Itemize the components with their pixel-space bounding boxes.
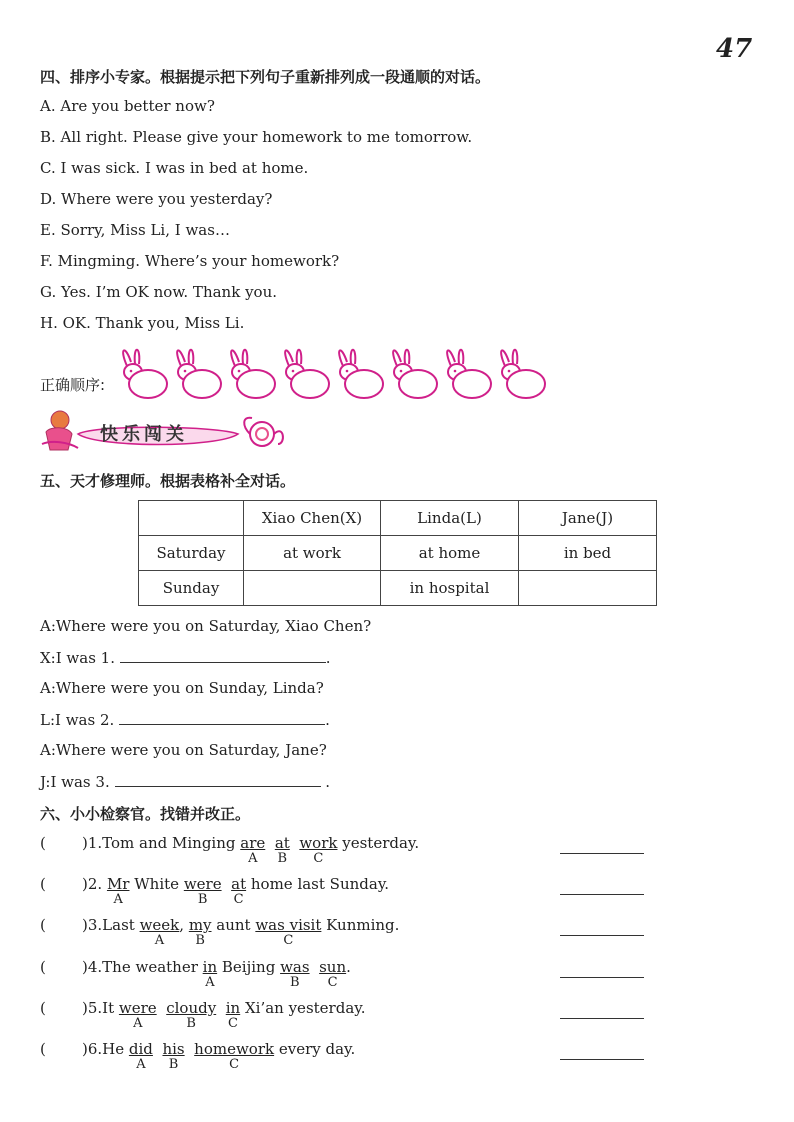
rabbit-box-5[interactable] xyxy=(339,350,383,398)
sentence-c: C. I was sick. I was in bed at home. xyxy=(40,159,309,177)
error-item xyxy=(40,999,366,1031)
option-letter: A xyxy=(154,933,165,948)
banner-title: 快乐闯关 xyxy=(100,424,188,445)
sentence-text xyxy=(157,999,167,1017)
answer-blank-2[interactable] xyxy=(119,710,325,725)
sentence-text: White xyxy=(129,875,184,893)
dialog-line xyxy=(40,772,330,791)
error-item xyxy=(40,1040,356,1072)
section6-heading: 六、小小检察官。找错并改正。 xyxy=(40,805,251,823)
underlined-option xyxy=(166,999,217,1031)
table-cell: Sunday xyxy=(139,571,244,606)
underlined-option xyxy=(118,999,157,1031)
item-number: )6. xyxy=(82,1040,103,1058)
sentence-text xyxy=(185,1040,195,1058)
rabbit-box-4[interactable] xyxy=(285,350,329,398)
item-number: )3. xyxy=(82,916,103,934)
period: . xyxy=(325,649,331,667)
underlined-option xyxy=(255,916,322,948)
sentence-d: D. Where were you yesterday? xyxy=(40,190,273,208)
section4-heading: 四、排序小专家。根据提示把下列句子重新排列成一段通顺的对话。 xyxy=(40,68,491,86)
underlined-option xyxy=(188,916,212,948)
table-cell: at home xyxy=(381,536,519,571)
option-word: week xyxy=(139,916,180,934)
option-letter: B xyxy=(186,1016,196,1031)
option-word: were xyxy=(118,999,157,1017)
option-word: Mr xyxy=(106,875,130,893)
underlined-option xyxy=(280,958,310,990)
schedule-table xyxy=(138,500,657,606)
correction-answer-line[interactable] xyxy=(560,935,644,936)
option-word: cloudy xyxy=(166,999,217,1017)
order-label: 正确顺序: xyxy=(40,376,106,394)
option-letter: B xyxy=(290,975,300,990)
sentence-a: A. Are you better now? xyxy=(40,97,215,115)
table-cell xyxy=(244,571,381,606)
dialog-line: A:Where were you on Saturday, Jane? xyxy=(40,741,327,759)
sentence-text xyxy=(265,834,275,852)
option-letter: A xyxy=(248,851,258,866)
table-cell: in bed xyxy=(519,536,657,571)
table-header-cell xyxy=(139,501,244,536)
correction-answer-line[interactable] xyxy=(560,894,644,895)
option-word: were xyxy=(183,875,222,893)
sentence-text xyxy=(216,999,226,1017)
sentence-text: home last Sunday. xyxy=(246,875,390,893)
dialog-line: A:Where were you on Saturday, Xiao Chen? xyxy=(40,617,372,635)
underlined-option xyxy=(231,875,247,907)
item-number: )1. xyxy=(82,834,103,852)
underlined-option xyxy=(139,916,180,948)
option-word: homework xyxy=(194,1040,275,1058)
option-letter: C xyxy=(313,851,324,866)
option-letter: A xyxy=(113,892,123,907)
option-letter: B xyxy=(197,892,208,907)
table-row xyxy=(139,571,657,606)
option-letter: B xyxy=(277,851,288,866)
option-word: was visit xyxy=(255,916,322,934)
underlined-option xyxy=(274,834,290,866)
dialog-prompt: X:I was 1. xyxy=(40,649,115,667)
sentence-text: every day. xyxy=(274,1040,356,1058)
correction-answer-line[interactable] xyxy=(560,1018,644,1019)
item-number: )4. xyxy=(82,958,103,976)
option-letter: C xyxy=(283,933,294,948)
sentence-text: aunt xyxy=(211,916,256,934)
option-letter: C xyxy=(233,892,244,907)
sentence-text: yesterday. xyxy=(337,834,420,852)
correction-answer-line[interactable] xyxy=(560,1059,644,1060)
table-cell: Saturday xyxy=(139,536,244,571)
sentence-text: . xyxy=(346,958,351,976)
table-row xyxy=(139,536,657,571)
answer-paren[interactable]: ( xyxy=(40,1040,46,1058)
error-item xyxy=(40,916,400,948)
sentence-text xyxy=(290,834,300,852)
table-cell: at work xyxy=(244,536,381,571)
sentence-text: , xyxy=(179,916,189,934)
table-header-cell: Linda(L) xyxy=(381,501,519,536)
rabbit-box-1[interactable] xyxy=(123,350,167,398)
sentence-text: The weather xyxy=(102,958,203,976)
dialog-line xyxy=(40,648,331,667)
period: . xyxy=(325,773,331,791)
option-word: in xyxy=(225,999,241,1017)
underlined-option xyxy=(299,834,338,866)
option-word: at xyxy=(274,834,290,852)
table-cell: in hospital xyxy=(381,571,519,606)
option-letter: C xyxy=(327,975,338,990)
rabbit-answer-boxes xyxy=(115,344,551,404)
error-item xyxy=(40,875,390,907)
option-letter: B xyxy=(195,933,205,948)
option-letter: A xyxy=(136,1057,146,1072)
period: . xyxy=(325,711,330,729)
correction-answer-line[interactable] xyxy=(560,853,644,854)
underlined-option xyxy=(319,958,347,990)
dialog-line xyxy=(40,710,330,729)
section5-heading: 五、天才修理师。根据表格补全对话。 xyxy=(40,472,296,490)
sentence-text: It xyxy=(102,999,119,1017)
underlined-option xyxy=(162,1040,185,1072)
option-word: did xyxy=(128,1040,153,1058)
option-word: my xyxy=(188,916,212,934)
sentence-text: He xyxy=(102,1040,129,1058)
rabbit-box-6[interactable] xyxy=(393,350,437,398)
sentence-text: Beijing xyxy=(217,958,281,976)
answer-paren[interactable]: ( xyxy=(40,834,46,852)
answer-blank-1[interactable] xyxy=(120,648,326,663)
option-word: are xyxy=(240,834,266,852)
answer-paren[interactable]: ( xyxy=(40,958,46,976)
table-header-cell: Xiao Chen(X) xyxy=(244,501,381,536)
table-header-row xyxy=(139,501,657,536)
dialog-prompt: L:I was 2. xyxy=(40,711,115,729)
correction-answer-line[interactable] xyxy=(560,977,644,978)
option-letter: C xyxy=(227,1016,238,1031)
option-word: was xyxy=(280,958,310,976)
underlined-option xyxy=(106,875,130,907)
sentence-text: Kunming. xyxy=(321,916,400,934)
sentence-text: Xi’an yesterday. xyxy=(240,999,366,1017)
dialog-line: A:Where were you on Sunday, Linda? xyxy=(40,679,324,697)
option-word: work xyxy=(299,834,338,852)
underlined-option xyxy=(194,1040,275,1072)
character-icon xyxy=(42,411,78,450)
underlined-option xyxy=(240,834,266,866)
answer-blank-3[interactable] xyxy=(115,772,321,787)
error-item xyxy=(40,834,420,866)
rabbit-box-2[interactable] xyxy=(177,350,221,398)
item-number: )2. xyxy=(82,875,103,893)
option-word: in xyxy=(202,958,218,976)
rabbit-box-3[interactable] xyxy=(231,350,275,398)
underlined-option xyxy=(183,875,222,907)
happy-challenge-banner xyxy=(38,404,298,458)
sentence-e: E. Sorry, Miss Li, I was… xyxy=(40,221,230,239)
sentence-text xyxy=(153,1040,163,1058)
underlined-option xyxy=(225,999,241,1031)
sentence-text: Last xyxy=(102,916,140,934)
option-letter: B xyxy=(168,1057,179,1072)
rabbit-box-8[interactable] xyxy=(501,350,545,398)
page-number: 47 xyxy=(716,34,753,64)
sentence-b: B. All right. Please give your homework to me tomorrow. xyxy=(40,128,473,146)
sentence-text xyxy=(222,875,232,893)
sentence-text xyxy=(310,958,320,976)
option-word: his xyxy=(162,1040,185,1058)
rabbit-box-7[interactable] xyxy=(447,350,491,398)
option-letter: A xyxy=(133,1016,143,1031)
sentence-h: H. OK. Thank you, Miss Li. xyxy=(40,314,245,332)
underlined-option xyxy=(202,958,218,990)
underlined-option xyxy=(128,1040,153,1072)
sentence-text: Tom and Minging xyxy=(102,834,241,852)
answer-paren[interactable]: ( xyxy=(40,999,46,1017)
option-letter: C xyxy=(229,1057,240,1072)
item-number: )5. xyxy=(82,999,103,1017)
swirl-ornament-icon xyxy=(244,418,283,446)
answer-paren[interactable]: ( xyxy=(40,916,46,934)
sentence-f: F. Mingming. Where’s your homework? xyxy=(40,252,340,270)
table-cell xyxy=(519,571,657,606)
sentence-g: G. Yes. I’m OK now. Thank you. xyxy=(40,283,277,301)
answer-paren[interactable]: ( xyxy=(40,875,46,893)
dialog-prompt: J:I was 3. xyxy=(40,773,110,791)
option-word: at xyxy=(231,875,247,893)
option-letter: A xyxy=(205,975,215,990)
error-item xyxy=(40,958,351,990)
table-header-cell: Jane(J) xyxy=(519,501,657,536)
option-word: sun xyxy=(319,958,347,976)
